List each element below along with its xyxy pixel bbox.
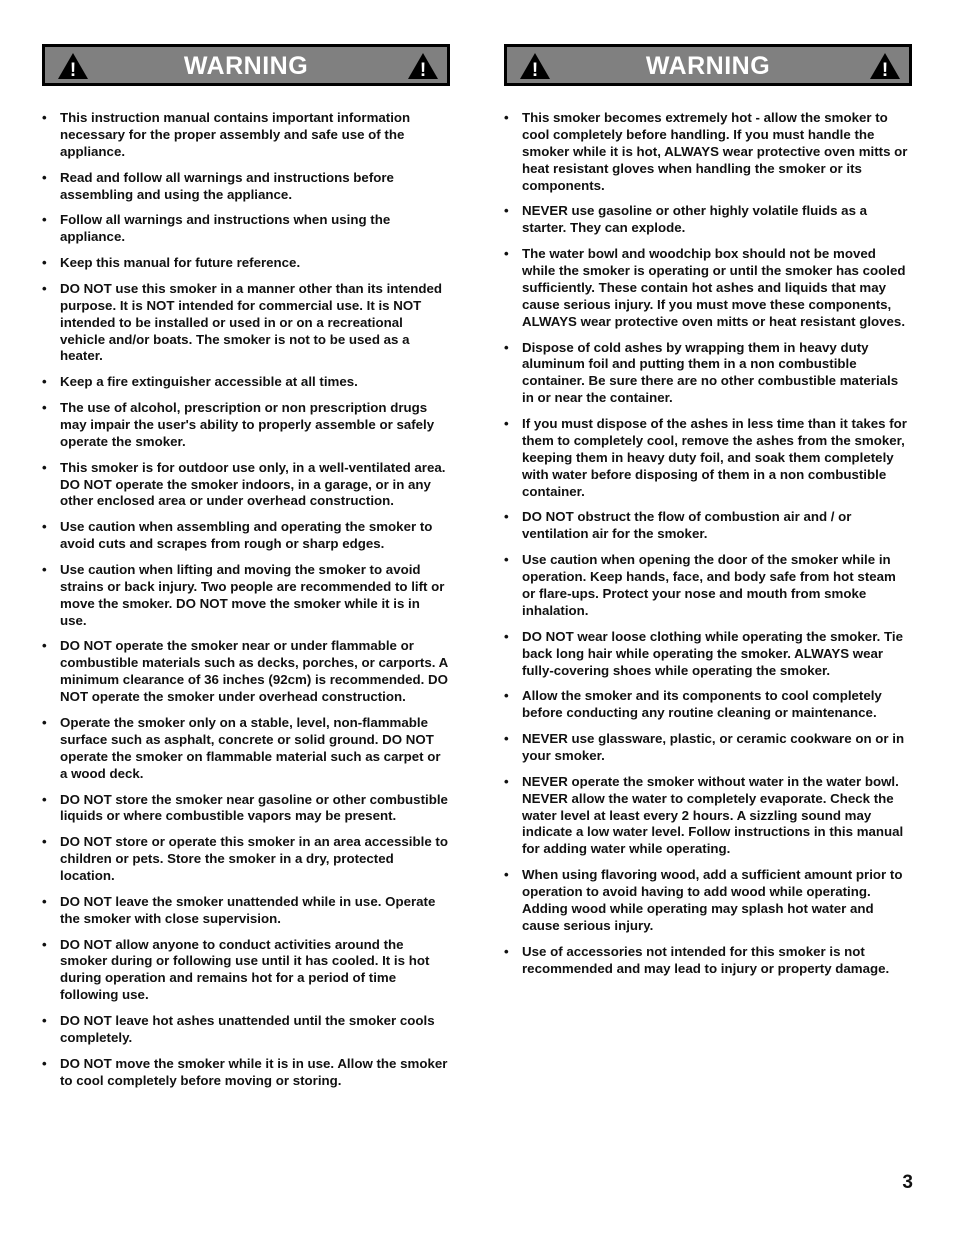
list-item-text: This smoker is for outdoor use only, in a well-ventilated area. DO NOT operate the smoker indoors, in a garage, or in any other enclosed area or under overhead construction.: [60, 459, 446, 509]
bullet: •: [42, 280, 47, 296]
bullet: •: [42, 893, 47, 909]
bullet: •: [42, 169, 47, 185]
list-item-text: DO NOT store the smoker near gasoline or other combustible liquids or where combustible vapors may be present.: [60, 791, 448, 824]
list-item-text: Read and follow all warnings and instructions before assembling and using the appliance.: [60, 169, 394, 202]
warning-title: WARNING: [645, 52, 771, 80]
list-item-text: Use caution when assembling and operating the smoker to avoid cuts and scrapes from rough or sharp edges.: [60, 519, 433, 552]
list-item-text: Use caution when opening the door of the smoker while in operation. Keep hands, face, and body safe from hot steam or flare-ups. Protect your nose and mouth from smoke inhalation.: [522, 552, 896, 618]
bullet: •: [42, 1055, 47, 1071]
list-item: [504, 203, 912, 237]
warning-triangle-icon: [869, 52, 901, 80]
bullet: •: [504, 110, 509, 125]
warning-icon-glyph: !: [69, 60, 77, 80]
bullet: •: [504, 339, 509, 355]
bullet: •: [42, 212, 47, 228]
list-item: [504, 688, 912, 722]
list-item-text: The use of alcohol, prescription or non prescription drugs may impair the user's ability to properly assemble or safely operate the smoker.: [60, 400, 435, 449]
bullet: •: [42, 400, 47, 416]
list-item-text: DO NOT leave the smoker unattended while in use. Operate the smoker with close supervision.: [60, 893, 436, 926]
list-item-text: Keep this manual for future reference.: [60, 255, 301, 271]
list-item: [504, 552, 912, 620]
bullet: •: [42, 519, 47, 535]
list-item-text: Follow all warnings and instructions when using the appliance.: [60, 212, 391, 245]
bullet: •: [42, 638, 47, 654]
list-item-text: Allow the smoker and its components to cool completely before conducting any routine cleaning or maintenance.: [522, 688, 882, 721]
list-item-text: This smoker becomes extremely hot - allow the smoker to cool completely before handling. If you must handle the smoker while it is hot, ALWAYS wear protective oven mitts or heat resistant gloves when handling the smoker or its components.: [522, 110, 908, 193]
list-item: [504, 944, 912, 978]
bullet: •: [504, 943, 509, 959]
list-item: [42, 519, 450, 553]
warning-triangle-icon: [407, 52, 439, 80]
list-item-text: NEVER operate the smoker without water in the water bowl. NEVER allow the water to completely evaporate. Check the water level at least every 2 hours. A sizzling sound may indicate a low water level. Follow instructions in this manual for adding water while operating.: [522, 773, 904, 857]
warning-icon-glyph: !: [531, 60, 539, 80]
bullet: •: [42, 561, 47, 577]
list-item-text: DO NOT operate the smoker near or under flammable or combustible materials such as decks, porches, or carports. A minimum clearance of 36 inches (92cm) is recommended. DO NOT operate the smoker under overhead construction.: [60, 638, 448, 705]
list-item: [42, 937, 450, 1005]
list-item-text: Keep a fire extinguisher accessible at all times.: [60, 374, 358, 390]
warning-banner-right: [504, 44, 912, 86]
list-item: [42, 170, 450, 204]
list-item: [42, 110, 450, 161]
warning-list-left: [42, 110, 450, 1090]
bullet: •: [42, 834, 47, 850]
list-item: [504, 416, 912, 501]
list-item-text: When using flavoring wood, add a sufficient amount prior to operation to avoid having to add wood while operating. Adding wood while operating may splash hot water and cause serious injury.: [522, 867, 903, 933]
bullet: •: [504, 552, 509, 568]
list-item: [42, 1013, 450, 1047]
list-item: [42, 638, 450, 706]
warning-icon-glyph: !: [419, 60, 427, 80]
list-item: [42, 255, 450, 272]
bullet: •: [42, 936, 47, 952]
warning-list-right: [504, 110, 912, 977]
bullet: •: [42, 714, 47, 730]
bullet: •: [504, 416, 509, 432]
list-item: [42, 894, 450, 928]
list-item: [42, 715, 450, 783]
list-item-text: If you must dispose of the ashes in less time than it takes for them to completely cool, remove the ashes from the smoker, keeping them in heavy duty foil, and soak them completely with water before disposing of them in a non combustible container.: [522, 416, 907, 499]
bullet: •: [42, 255, 47, 271]
bullet: •: [504, 731, 509, 747]
list-item-text: Use of accessories not intended for this smoker is not recommended and may lead to injury or property damage.: [522, 943, 890, 976]
list-item: [42, 792, 450, 826]
list-item: [504, 509, 912, 543]
list-item-text: DO NOT store or operate this smoker in an area accessible to children or pets. Store the smoker in a dry, protected location.: [60, 834, 448, 884]
bullet: •: [42, 1013, 47, 1029]
bullet: •: [504, 203, 509, 219]
list-item: [504, 731, 912, 765]
list-item-text: Use caution when lifting and moving the smoker to avoid strains or back injury. Two people are recommended to lift or move the smoker. DO NOT move the smoker while it is in use.: [60, 561, 445, 628]
bullet: •: [504, 688, 509, 704]
list-item-text: This instruction manual contains important information necessary for the proper assembly and safe use of the appliance.: [60, 110, 411, 159]
bullet: •: [42, 791, 47, 807]
list-item-text: DO NOT move the smoker while it is in use. Allow the smoker to cool completely before moving or storing.: [60, 1055, 448, 1088]
list-item-text: DO NOT use this smoker in a manner other than its intended purpose. It is NOT intended for commercial use. It is NOT intended to be installed or used in or on a recreational vehicle and/or boats. The smoker is not to be used as a heater.: [60, 280, 442, 364]
bullet: •: [504, 773, 509, 789]
list-item: [504, 110, 912, 195]
bullet: •: [504, 628, 509, 644]
page-number: 3: [902, 1172, 913, 1193]
list-item-text: DO NOT allow anyone to conduct activities around the smoker during or following use until it has cooled. It is hot during operation and remains hot for a period of time following use.: [60, 936, 430, 1003]
list-item: [42, 281, 450, 366]
bullet: •: [42, 459, 47, 475]
list-item: [504, 246, 912, 331]
list-item: [504, 340, 912, 408]
list-item-text: NEVER use gasoline or other highly volatile fluids as a starter. They can explode.: [522, 203, 868, 236]
warning-icon-glyph: !: [881, 60, 889, 80]
bullet: •: [504, 509, 509, 525]
list-item-text: DO NOT leave hot ashes unattended until the smoker cools completely.: [60, 1013, 435, 1045]
list-item-text: Dispose of cold ashes by wrapping them in heavy duty aluminum foil and putting them in a non combustible container. Be sure there are no other combustible materials in or near the container.: [522, 339, 899, 406]
bullet: •: [42, 374, 47, 390]
bullet: •: [504, 246, 509, 262]
left-column: [42, 44, 450, 1098]
list-item: [42, 460, 450, 511]
list-item-text: NEVER use glassware, plastic, or ceramic cookware on or in your smoker.: [522, 731, 905, 763]
list-item: [42, 212, 450, 246]
list-item: [504, 774, 912, 859]
right-column: [504, 44, 912, 986]
list-item: [504, 629, 912, 680]
list-item: [42, 1056, 450, 1090]
list-item: [42, 562, 450, 630]
list-item-text: Operate the smoker only on a stable, level, non-flammable surface such as asphalt, concrete or solid ground. DO NOT operate the smoker on flammable material such as carpet or a wood deck.: [60, 714, 441, 781]
list-item-text: DO NOT obstruct the flow of combustion air and / or ventilation air for the smoker.: [522, 509, 852, 542]
warning-banner-left: [42, 44, 450, 86]
list-item: [504, 867, 912, 935]
warning-title: WARNING: [183, 52, 309, 80]
bullet: •: [504, 867, 509, 883]
list-item-text: The water bowl and woodchip box should not be moved while the smoker is operating or until the smoker has cooled sufficiently. These contain hot ashes and liquids that may cause serious injury. If you must move these components, ALWAYS wear protective oven mitts or heat resistant gloves.: [522, 246, 906, 329]
list-item: [42, 374, 450, 391]
list-item: [42, 834, 450, 885]
list-item-text: DO NOT wear loose clothing while operating the smoker. Tie back long hair while operating the smoker. ALWAYS wear fully-covering shoes while operating the smoker.: [522, 628, 904, 678]
bullet: •: [42, 110, 47, 125]
list-item: [42, 400, 450, 451]
